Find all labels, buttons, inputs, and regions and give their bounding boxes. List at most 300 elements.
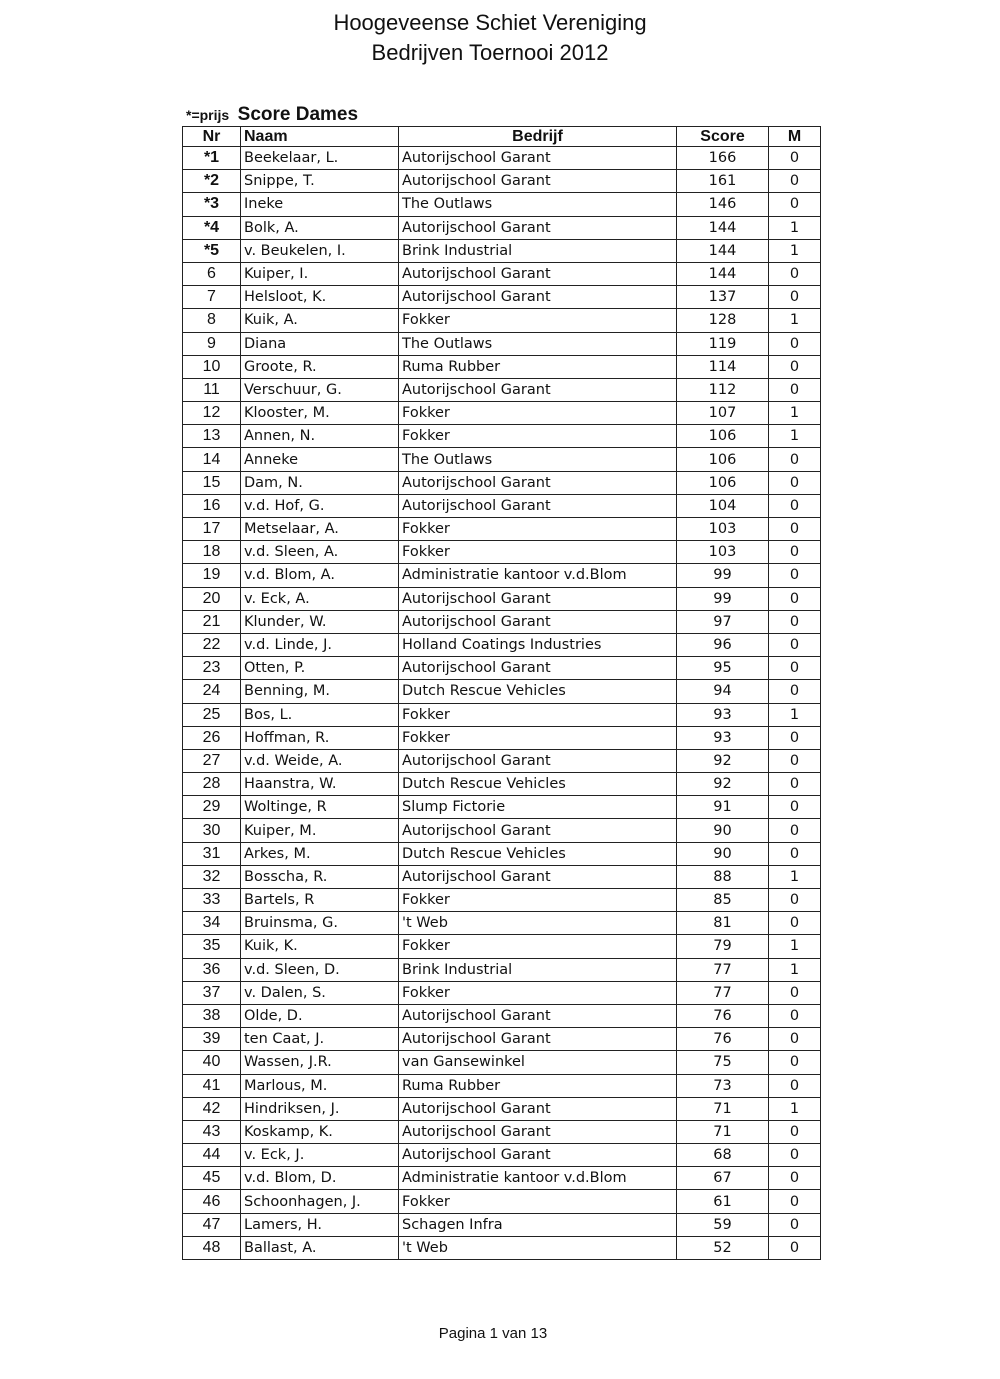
rank-cell: 48 — [183, 1236, 241, 1259]
table-body — [183, 147, 821, 1260]
rank-cell: 26 — [183, 726, 241, 749]
company-cell: Fokker — [399, 518, 677, 541]
company-cell: Autorijschool Garant — [399, 865, 677, 888]
company-cell: Fokker — [399, 703, 677, 726]
rank-cell: 47 — [183, 1213, 241, 1236]
score-cell: 59 — [677, 1213, 769, 1236]
table-row — [183, 912, 821, 935]
company-cell: Autorijschool Garant — [399, 471, 677, 494]
prize-note: *=prijs — [186, 107, 230, 123]
rank-cell: 36 — [183, 958, 241, 981]
rank-cell: 12 — [183, 402, 241, 425]
score-cell: 92 — [677, 773, 769, 796]
table-row — [183, 494, 821, 517]
m-cell: 1 — [769, 402, 821, 425]
name-cell: Bartels, R — [241, 889, 399, 912]
name-cell: Lamers, H. — [241, 1213, 399, 1236]
m-cell: 0 — [769, 610, 821, 633]
company-cell: Fokker — [399, 1190, 677, 1213]
table-row — [183, 471, 821, 494]
table-row — [183, 726, 821, 749]
table-row — [183, 680, 821, 703]
table-row — [183, 657, 821, 680]
m-cell: 0 — [769, 889, 821, 912]
score-cell: 71 — [677, 1120, 769, 1143]
rank-cell: *1 — [183, 147, 241, 170]
m-cell: 1 — [769, 239, 821, 262]
rank-cell: 46 — [183, 1190, 241, 1213]
company-cell: Fokker — [399, 889, 677, 912]
table-row — [183, 773, 821, 796]
rank-cell: 44 — [183, 1144, 241, 1167]
m-cell: 0 — [769, 193, 821, 216]
table-row — [183, 239, 821, 262]
table-row — [183, 193, 821, 216]
m-cell: 0 — [769, 332, 821, 355]
rank-cell: 42 — [183, 1097, 241, 1120]
table-row — [183, 1167, 821, 1190]
score-cell: 112 — [677, 378, 769, 401]
m-cell: 0 — [769, 286, 821, 309]
table-legend — [186, 104, 358, 126]
m-cell: 0 — [769, 494, 821, 517]
column-header-score: Score — [677, 127, 769, 147]
company-cell: Administratie kantoor v.d.Blom — [399, 1167, 677, 1190]
page-number: Pagina 1 van 13 — [438, 1325, 548, 1342]
table-row — [183, 958, 821, 981]
company-cell: Autorijschool Garant — [399, 1028, 677, 1051]
column-header-naam: Naam — [241, 127, 399, 147]
m-cell: 0 — [769, 633, 821, 656]
rank-cell: 23 — [183, 657, 241, 680]
rank-cell: 41 — [183, 1074, 241, 1097]
m-cell: 1 — [769, 309, 821, 332]
score-cell: 92 — [677, 749, 769, 772]
company-cell: Autorijschool Garant — [399, 170, 677, 193]
name-cell: Kuik, A. — [241, 309, 399, 332]
score-cell: 94 — [677, 680, 769, 703]
table-row — [183, 170, 821, 193]
m-cell: 1 — [769, 216, 821, 239]
score-cell: 76 — [677, 1028, 769, 1051]
m-cell: 0 — [769, 541, 821, 564]
table-row — [183, 1074, 821, 1097]
m-cell: 0 — [769, 981, 821, 1004]
table-row — [183, 842, 821, 865]
rank-cell: 35 — [183, 935, 241, 958]
rank-cell: 43 — [183, 1120, 241, 1143]
company-cell: Autorijschool Garant — [399, 587, 677, 610]
score-cell: 90 — [677, 819, 769, 842]
score-cell: 104 — [677, 494, 769, 517]
name-cell: Woltinge, R — [241, 796, 399, 819]
company-cell: 't Web — [399, 912, 677, 935]
name-cell: Snippe, T. — [241, 170, 399, 193]
company-cell: Fokker — [399, 309, 677, 332]
table-row — [183, 332, 821, 355]
m-cell: 0 — [769, 355, 821, 378]
rank-cell: 16 — [183, 494, 241, 517]
table-row — [183, 402, 821, 425]
rank-cell: 24 — [183, 680, 241, 703]
name-cell: Otten, P. — [241, 657, 399, 680]
score-cell: 91 — [677, 796, 769, 819]
score-cell: 96 — [677, 633, 769, 656]
rank-cell: 19 — [183, 564, 241, 587]
column-header-m: M — [769, 127, 821, 147]
score-cell: 61 — [677, 1190, 769, 1213]
rank-cell: *2 — [183, 170, 241, 193]
name-cell: Hoffman, R. — [241, 726, 399, 749]
company-cell: Brink Industrial — [399, 958, 677, 981]
company-cell: Autorijschool Garant — [399, 147, 677, 170]
rank-cell: 32 — [183, 865, 241, 888]
score-cell: 97 — [677, 610, 769, 633]
name-cell: Klunder, W. — [241, 610, 399, 633]
company-cell: Autorijschool Garant — [399, 657, 677, 680]
m-cell: 0 — [769, 262, 821, 285]
score-cell: 106 — [677, 448, 769, 471]
name-cell: v. Dalen, S. — [241, 981, 399, 1004]
score-cell: 128 — [677, 309, 769, 332]
score-cell: 144 — [677, 239, 769, 262]
score-cell: 144 — [677, 216, 769, 239]
score-cell: 106 — [677, 471, 769, 494]
page-title: Hoogeveense Schiet Vereniging — [333, 10, 647, 35]
name-cell: Verschuur, G. — [241, 378, 399, 401]
m-cell: 0 — [769, 1190, 821, 1213]
score-cell: 77 — [677, 958, 769, 981]
name-cell: Beekelaar, L. — [241, 147, 399, 170]
m-cell: 1 — [769, 865, 821, 888]
table-row — [183, 610, 821, 633]
rank-cell: 10 — [183, 355, 241, 378]
rank-cell: 45 — [183, 1167, 241, 1190]
rank-cell: *3 — [183, 193, 241, 216]
name-cell: Ineke — [241, 193, 399, 216]
name-cell: Dam, N. — [241, 471, 399, 494]
m-cell: 1 — [769, 1097, 821, 1120]
rank-cell: 30 — [183, 819, 241, 842]
m-cell: 0 — [769, 680, 821, 703]
name-cell: Olde, D. — [241, 1004, 399, 1027]
company-cell: Fokker — [399, 402, 677, 425]
m-cell: 0 — [769, 726, 821, 749]
name-cell: ten Caat, J. — [241, 1028, 399, 1051]
m-cell: 0 — [769, 1236, 821, 1259]
rank-cell: 33 — [183, 889, 241, 912]
table-row — [183, 262, 821, 285]
rank-cell: 9 — [183, 332, 241, 355]
table-row — [183, 1051, 821, 1074]
company-cell: Autorijschool Garant — [399, 216, 677, 239]
company-cell: Autorijschool Garant — [399, 262, 677, 285]
score-cell: 67 — [677, 1167, 769, 1190]
m-cell: 0 — [769, 518, 821, 541]
table-row — [183, 378, 821, 401]
table-row — [183, 309, 821, 332]
table-row — [183, 1120, 821, 1143]
table-row — [183, 286, 821, 309]
name-cell: v. Eck, J. — [241, 1144, 399, 1167]
company-cell: 't Web — [399, 1236, 677, 1259]
name-cell: v.d. Sleen, A. — [241, 541, 399, 564]
company-cell: Fokker — [399, 726, 677, 749]
rank-cell: 28 — [183, 773, 241, 796]
name-cell: v.d. Linde, J. — [241, 633, 399, 656]
table-row — [183, 448, 821, 471]
score-cell: 137 — [677, 286, 769, 309]
column-header-nr: Nr — [183, 127, 241, 147]
name-cell: Diana — [241, 332, 399, 355]
table-row — [183, 1190, 821, 1213]
company-cell: Fokker — [399, 425, 677, 448]
score-cell: 103 — [677, 518, 769, 541]
score-cell: 119 — [677, 332, 769, 355]
company-cell: Brink Industrial — [399, 239, 677, 262]
table-row — [183, 564, 821, 587]
company-cell: The Outlaws — [399, 332, 677, 355]
m-cell: 0 — [769, 1213, 821, 1236]
rank-cell: 17 — [183, 518, 241, 541]
company-cell: Autorijschool Garant — [399, 819, 677, 842]
table-row — [183, 889, 821, 912]
name-cell: v.d. Sleen, D. — [241, 958, 399, 981]
m-cell: 0 — [769, 587, 821, 610]
name-cell: Anneke — [241, 448, 399, 471]
rank-cell: 14 — [183, 448, 241, 471]
table-row — [183, 633, 821, 656]
score-cell: 99 — [677, 587, 769, 610]
score-table — [182, 126, 821, 1260]
table-row — [183, 819, 821, 842]
m-cell: 0 — [769, 842, 821, 865]
name-cell: Bos, L. — [241, 703, 399, 726]
column-header-bedrijf: Bedrijf — [399, 127, 677, 147]
score-cell: 107 — [677, 402, 769, 425]
score-cell: 75 — [677, 1051, 769, 1074]
score-cell: 166 — [677, 147, 769, 170]
table-row — [183, 425, 821, 448]
name-cell: v.d. Blom, D. — [241, 1167, 399, 1190]
company-cell: Fokker — [399, 935, 677, 958]
name-cell: Kuiper, M. — [241, 819, 399, 842]
score-cell: 144 — [677, 262, 769, 285]
table-row — [183, 1236, 821, 1259]
score-cell: 114 — [677, 355, 769, 378]
score-cell: 76 — [677, 1004, 769, 1027]
name-cell: v. Beukelen, I. — [241, 239, 399, 262]
company-cell: Holland Coatings Industries — [399, 633, 677, 656]
score-cell: 103 — [677, 541, 769, 564]
company-cell: Autorijschool Garant — [399, 1120, 677, 1143]
m-cell: 0 — [769, 1144, 821, 1167]
name-cell: Metselaar, A. — [241, 518, 399, 541]
company-cell: van Gansewinkel — [399, 1051, 677, 1074]
m-cell: 1 — [769, 425, 821, 448]
name-cell: Hindriksen, J. — [241, 1097, 399, 1120]
name-cell: Annen, N. — [241, 425, 399, 448]
name-cell: v.d. Weide, A. — [241, 749, 399, 772]
table-row — [183, 216, 821, 239]
rank-cell: 21 — [183, 610, 241, 633]
name-cell: Schoonhagen, J. — [241, 1190, 399, 1213]
table-row — [183, 981, 821, 1004]
company-cell: Slump Fictorie — [399, 796, 677, 819]
score-cell: 93 — [677, 726, 769, 749]
company-cell: Fokker — [399, 541, 677, 564]
company-cell: Administratie kantoor v.d.Blom — [399, 564, 677, 587]
rank-cell: 40 — [183, 1051, 241, 1074]
rank-cell: 27 — [183, 749, 241, 772]
score-cell: 106 — [677, 425, 769, 448]
company-cell: Autorijschool Garant — [399, 1144, 677, 1167]
score-cell: 81 — [677, 912, 769, 935]
m-cell: 0 — [769, 564, 821, 587]
company-cell: Autorijschool Garant — [399, 286, 677, 309]
rank-cell: 20 — [183, 587, 241, 610]
name-cell: Arkes, M. — [241, 842, 399, 865]
rank-cell: 29 — [183, 796, 241, 819]
rank-cell: 34 — [183, 912, 241, 935]
m-cell: 0 — [769, 448, 821, 471]
name-cell: Koskamp, K. — [241, 1120, 399, 1143]
name-cell: Kuik, K. — [241, 935, 399, 958]
table-row — [183, 935, 821, 958]
table-row — [183, 703, 821, 726]
m-cell: 0 — [769, 1074, 821, 1097]
m-cell: 0 — [769, 796, 821, 819]
m-cell: 0 — [769, 1120, 821, 1143]
score-cell: 73 — [677, 1074, 769, 1097]
table-row — [183, 355, 821, 378]
rank-cell: 39 — [183, 1028, 241, 1051]
m-cell: 1 — [769, 703, 821, 726]
name-cell: Helsloot, K. — [241, 286, 399, 309]
name-cell: Haanstra, W. — [241, 773, 399, 796]
m-cell: 0 — [769, 773, 821, 796]
rank-cell: 31 — [183, 842, 241, 865]
table-row — [183, 1213, 821, 1236]
m-cell: 0 — [769, 819, 821, 842]
name-cell: Groote, R. — [241, 355, 399, 378]
name-cell: v.d. Hof, G. — [241, 494, 399, 517]
rank-cell: 18 — [183, 541, 241, 564]
score-cell: 90 — [677, 842, 769, 865]
name-cell: Wassen, J.R. — [241, 1051, 399, 1074]
rank-cell: *5 — [183, 239, 241, 262]
rank-cell: 22 — [183, 633, 241, 656]
company-cell: Fokker — [399, 981, 677, 1004]
m-cell: 0 — [769, 147, 821, 170]
score-cell: 93 — [677, 703, 769, 726]
name-cell: v.d. Blom, A. — [241, 564, 399, 587]
m-cell: 1 — [769, 958, 821, 981]
score-cell: 79 — [677, 935, 769, 958]
name-cell: Klooster, M. — [241, 402, 399, 425]
name-cell: Bolk, A. — [241, 216, 399, 239]
score-cell: 85 — [677, 889, 769, 912]
m-cell: 0 — [769, 170, 821, 193]
name-cell: Benning, M. — [241, 680, 399, 703]
rank-cell: 6 — [183, 262, 241, 285]
company-cell: Autorijschool Garant — [399, 610, 677, 633]
score-cell: 77 — [677, 981, 769, 1004]
company-cell: Dutch Rescue Vehicles — [399, 842, 677, 865]
page-subtitle: Bedrijven Toernooi 2012 — [371, 40, 609, 65]
m-cell: 0 — [769, 912, 821, 935]
rank-cell: *4 — [183, 216, 241, 239]
m-cell: 0 — [769, 378, 821, 401]
m-cell: 0 — [769, 1051, 821, 1074]
table-row — [183, 749, 821, 772]
score-cell: 52 — [677, 1236, 769, 1259]
rank-cell: 38 — [183, 1004, 241, 1027]
company-cell: Autorijschool Garant — [399, 494, 677, 517]
table-row — [183, 1028, 821, 1051]
table-row — [183, 1144, 821, 1167]
m-cell: 0 — [769, 1167, 821, 1190]
m-cell: 0 — [769, 657, 821, 680]
score-cell: 161 — [677, 170, 769, 193]
table-row — [183, 541, 821, 564]
m-cell: 0 — [769, 1004, 821, 1027]
company-cell: Autorijschool Garant — [399, 1097, 677, 1120]
company-cell: Autorijschool Garant — [399, 1004, 677, 1027]
table-row — [183, 1004, 821, 1027]
m-cell: 0 — [769, 1028, 821, 1051]
name-cell: Marlous, M. — [241, 1074, 399, 1097]
rank-cell: 25 — [183, 703, 241, 726]
rank-cell: 15 — [183, 471, 241, 494]
rank-cell: 11 — [183, 378, 241, 401]
company-cell: Autorijschool Garant — [399, 378, 677, 401]
score-cell: 95 — [677, 657, 769, 680]
table-row — [183, 865, 821, 888]
score-cell: 88 — [677, 865, 769, 888]
name-cell: Bruinsma, G. — [241, 912, 399, 935]
section-title: Score Dames — [237, 104, 359, 125]
name-cell: Bosscha, R. — [241, 865, 399, 888]
score-cell: 71 — [677, 1097, 769, 1120]
company-cell: Ruma Rubber — [399, 1074, 677, 1097]
company-cell: The Outlaws — [399, 193, 677, 216]
table-row — [183, 1097, 821, 1120]
company-cell: Ruma Rubber — [399, 355, 677, 378]
table-row — [183, 518, 821, 541]
name-cell: Kuiper, I. — [241, 262, 399, 285]
score-cell: 146 — [677, 193, 769, 216]
score-cell: 68 — [677, 1144, 769, 1167]
rank-cell: 13 — [183, 425, 241, 448]
company-cell: The Outlaws — [399, 448, 677, 471]
company-cell: Autorijschool Garant — [399, 749, 677, 772]
score-cell: 99 — [677, 564, 769, 587]
name-cell: v. Eck, A. — [241, 587, 399, 610]
m-cell: 0 — [769, 471, 821, 494]
rank-cell: 37 — [183, 981, 241, 1004]
company-cell: Dutch Rescue Vehicles — [399, 680, 677, 703]
table-row — [183, 587, 821, 610]
name-cell: Ballast, A. — [241, 1236, 399, 1259]
rank-cell: 7 — [183, 286, 241, 309]
company-cell: Dutch Rescue Vehicles — [399, 773, 677, 796]
company-cell: Schagen Infra — [399, 1213, 677, 1236]
rank-cell: 8 — [183, 309, 241, 332]
table-header-row — [183, 127, 821, 147]
table-row — [183, 796, 821, 819]
m-cell: 0 — [769, 749, 821, 772]
